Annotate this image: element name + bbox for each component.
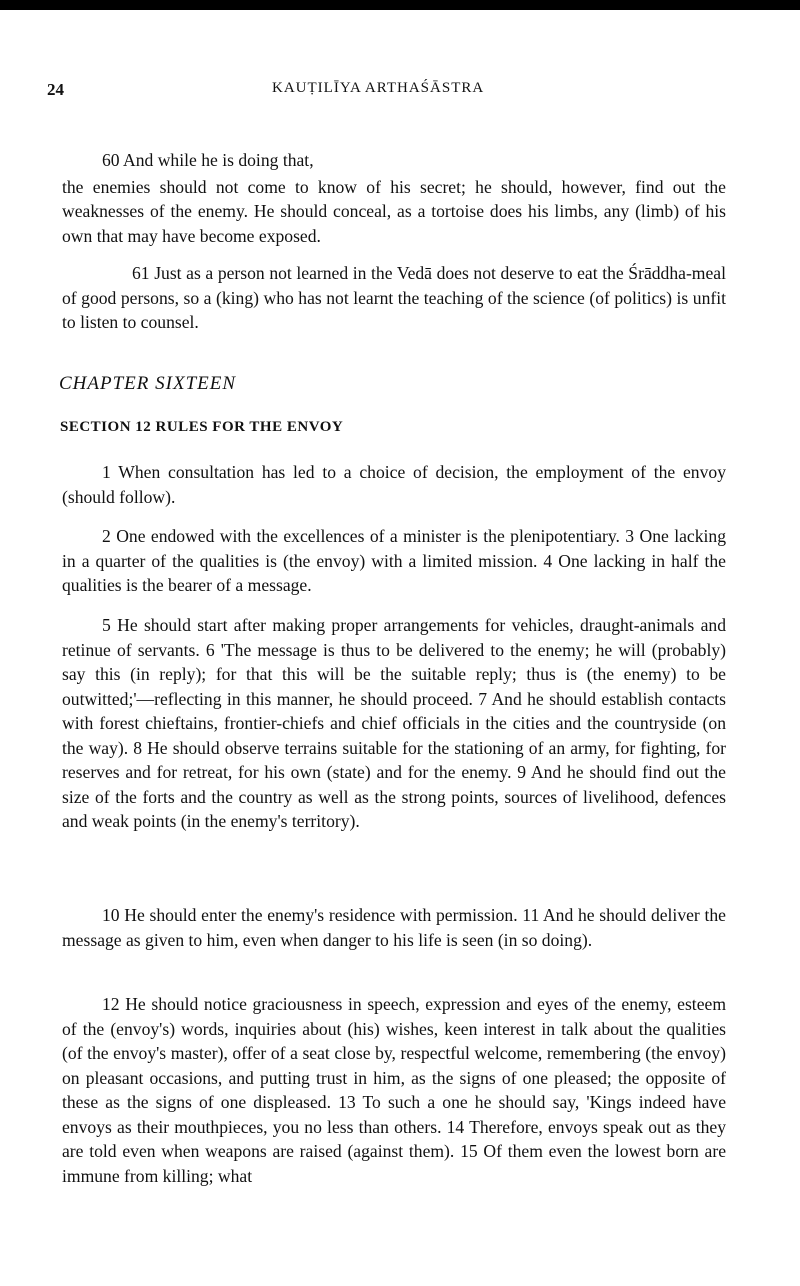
paragraph-2 [62,524,726,598]
page-number: 24 [47,80,64,99]
paragraph-text: 10 He should enter the enemy's residence with permission. 11 And he should deliver the message as given to him, even when danger to his life is seen (in so doing). [62,905,726,950]
paragraph-10 [62,903,726,952]
paragraph-60-lead: 60 And while he is doing that, [102,150,314,170]
top-border [0,0,800,10]
paragraph-text: 1 When consultation has led to a choice of decision, the employment of the envoy (should follow). [62,462,726,507]
section-title: SECTION 12 RULES FOR THE ENVOY [60,419,344,435]
paragraph-12 [62,992,726,1188]
paragraph-60-text: the enemies should not come to know of his secret; he should, however, find out the weaknesses of the enemy. He should conceal, as a tortoise does his limbs, any (limb) of his own that may have become exposed. [62,176,726,246]
running-title: KAUṬILĪYA ARTHAŚĀSTRA [272,80,485,96]
paragraph-60 [62,148,726,248]
paragraph-text: 12 He should notice graciousness in speech, expression and eyes of the enemy, esteem of the (envoy's) words, inquiries about (his) wishes, keen interest in talk about the qualities (of the envoy's master), offer of a seat close by, respectful welcome, remembering (the envoy) on pleasant occasions, and putting trust in him, as the signs of one pleased; the opposite of these as the signs of one displeased. 13 To such a one he should say, 'Kings indeed have envoys as their mouthpieces, you no less than others. 14 Therefore, envoys speak out as they are told even when weapons are raised (against them). 15 Of them even the lowest born are immune from killing; what [62,994,726,1186]
paragraph-61 [62,261,726,335]
paragraph-5 [62,613,726,834]
paragraph-text: 2 One endowed with the excellences of a minister is the plenipotentiary. 3 One lacking in a quarter of the qualities is (the envoy) with a limited mission. 4 One lacking in half the qualities is the bearer of a message. [62,526,726,595]
chapter-title: CHAPTER SIXTEEN [59,373,237,394]
paragraph-text: 5 He should start after making proper arrangements for vehicles, draught-animals and retinue of servants. 6 'The message is thus to be delivered to the enemy; he will (probably) say this (in reply); for that this will be the suitable reply; thus is (the enemy) to be outwitted;'—reflecting in this manner, he should proceed. 7 And he should establish contacts with forest chieftains, frontier-chiefs and chief officials in the cities and the countryside (on the way). 8 He should observe terrains suitable for the stationing of an army, for fighting, for reserves and for retreat, for his own (state) and for the enemy. 9 And he should find out the size of the forts and the country as well as the strong points, sources of livelihood, defences and weak points (in the enemy's territory). [62,615,726,831]
paragraph-1 [62,460,726,509]
paragraph-61-text: 61 Just as a person not learned in the Vedā does not deserve to eat the Śrāddha-meal of good persons, so a (king) who has not learnt the teaching of the science (of politics) is unfit to listen to counsel. [62,263,726,332]
